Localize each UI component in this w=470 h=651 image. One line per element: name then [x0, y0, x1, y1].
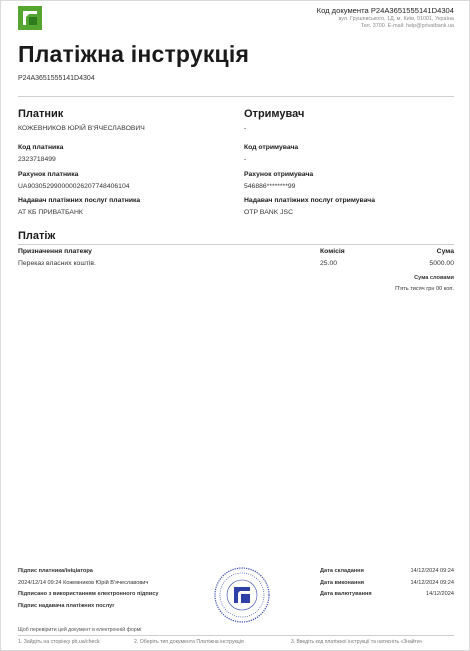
- payer-bank-value: АТ КБ ПРИВАТБАНК: [18, 209, 83, 216]
- date-value-value: 14/12/2024: [426, 591, 454, 597]
- page-title: Платіжна інструкція: [18, 41, 250, 67]
- signed-note: Підписано з використанням електронного підпису: [18, 591, 159, 597]
- purpose-label: Призначення платежу: [18, 248, 92, 255]
- document-code: Код документа P24A3651555141D4304: [316, 6, 454, 15]
- address-line-2: Тел. 3700. E-mail: help@privatbank.ua: [360, 23, 454, 29]
- sum-value: 5000.00: [429, 260, 454, 267]
- receiver-code-label: Код отримувача: [244, 144, 299, 151]
- date-executed-label: Дата виконання: [320, 580, 365, 586]
- receiver-code-value: -: [244, 156, 247, 163]
- verify-step-1[interactable]: 1. Зайдіть на сторінку pb.ua/check: [18, 639, 100, 645]
- privatbank-logo-icon: [18, 6, 42, 30]
- bank-signature-label: Підпис надавача платіжних послуг: [18, 603, 115, 609]
- verify-note: Щоб перевірити цей документ в електронній формі: [18, 627, 142, 633]
- date-value-label: Дата валютування: [320, 591, 372, 597]
- sum-words-value: П'ять тисяч грн 00 коп.: [395, 286, 454, 292]
- receiver-bank-value: OTP BANK JSC: [244, 209, 293, 216]
- payer-bank-label: Надавач платіжних послуг платника: [18, 197, 141, 204]
- purpose-value: Переказ власних коштів.: [18, 260, 96, 267]
- date-created-value: 14/12/2024 09:24: [410, 568, 454, 574]
- address-line-1: вул. Грушевського, 1Д, м. Київ, 01001, Україна: [338, 16, 454, 22]
- payer-section-title: Платник: [18, 108, 64, 120]
- payer-code-value: 2323718499: [18, 156, 56, 163]
- commission-value: 25.00: [320, 260, 338, 267]
- sum-words-label: Сума словами: [414, 275, 454, 281]
- divider: [18, 96, 454, 97]
- signature-label: Підпис платника/ініціатора: [18, 568, 93, 574]
- verify-step-3: 3. Введіть код платіжної інструкції та натисніть «Знайти»: [291, 639, 423, 645]
- payer-account-value: UA903052990000026207748406104: [18, 183, 130, 190]
- payer-name: КОЖЕВНИКОВ ЮРІЙ В'ЯЧЕСЛАВОВИЧ: [18, 125, 145, 132]
- receiver-account-label: Рахунок отримувача: [244, 171, 314, 178]
- receiver-name: -: [244, 125, 247, 132]
- date-executed-value: 14/12/2024 09:24: [410, 580, 454, 586]
- verify-step-2: 2. Оберіть тип документа Платіжна інструкція: [134, 639, 244, 645]
- bank-stamp-icon: [213, 566, 271, 624]
- divider: [18, 635, 454, 636]
- signature-value: 2024/12/14 09:24 Кожевников Юрій В'ячеславович: [18, 580, 149, 586]
- sum-label: Сума: [436, 248, 454, 255]
- payer-account-label: Рахунок платника: [18, 171, 79, 178]
- payer-code-label: Код платника: [18, 144, 64, 151]
- receiver-section-title: Отримувач: [244, 108, 305, 120]
- payment-section-title: Платіж: [18, 230, 56, 242]
- commission-label: Комісія: [320, 248, 345, 255]
- bank-address: [214, 16, 454, 30]
- divider: [18, 244, 454, 245]
- receiver-account-value: 546886********99: [244, 183, 296, 190]
- receiver-bank-label: Надавач платіжних послуг отримувача: [244, 197, 375, 204]
- date-created-label: Дата складання: [320, 568, 364, 574]
- document-id: P24A3651555141D4304: [18, 75, 95, 82]
